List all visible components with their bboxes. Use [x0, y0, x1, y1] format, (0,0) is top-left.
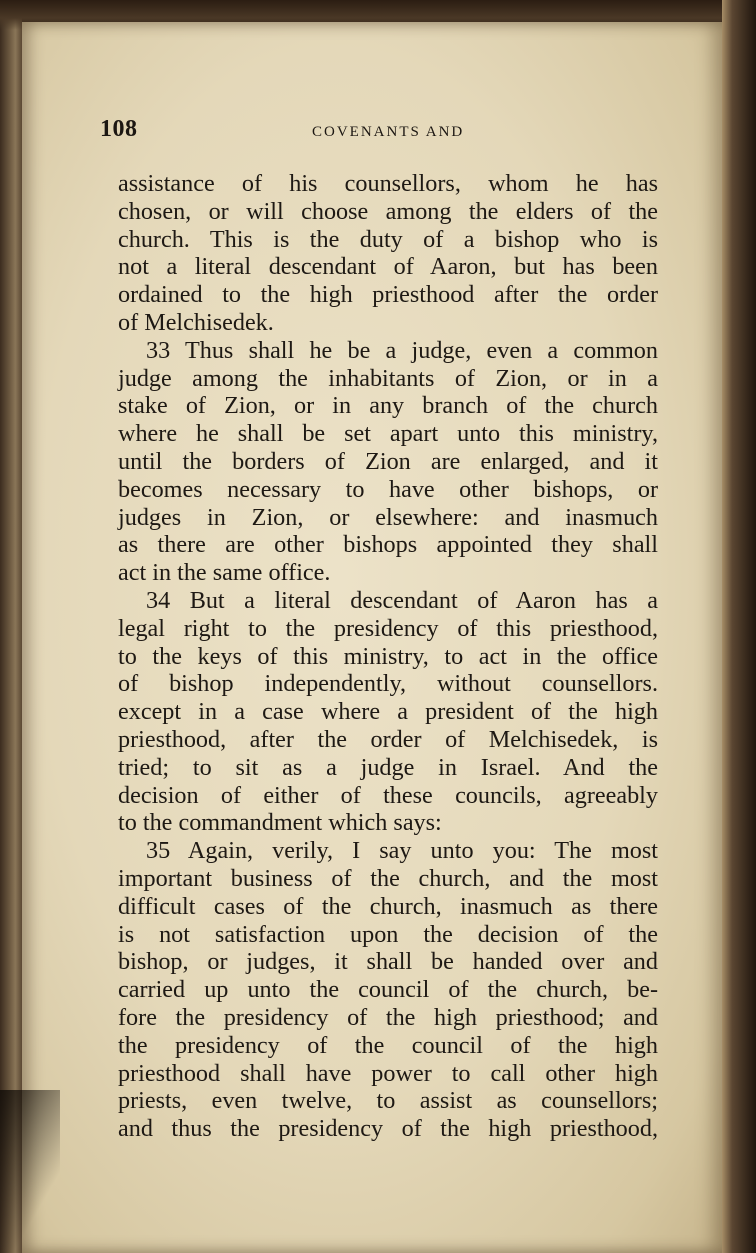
- text-line: is not satisfaction upon the decision of the: [118, 920, 658, 948]
- text-line: assistance of his counsellors, whom he has: [118, 170, 658, 197]
- text-line: bishop, or judges, it shall be handed over and: [118, 948, 658, 976]
- text-line: judges in Zion, or elsewhere: and inasmuch: [118, 503, 658, 531]
- verse-33-start: 33 Thus shall he be a judge, even a common: [146, 336, 658, 364]
- text-line: act in the same office.: [118, 559, 331, 587]
- text-line: as there are other bishops appointed they shall: [118, 531, 658, 559]
- page-shadow: [0, 1090, 60, 1253]
- text-line: stake of Zion, or in any branch of the church: [118, 392, 658, 420]
- text-line: priesthood, after the order of Melchisedek, is: [118, 725, 658, 753]
- text-line: not a literal descendant of Aaron, but has been: [118, 253, 658, 281]
- book-fore-edge: [722, 0, 756, 1253]
- text-line: where he shall be set apart unto this ministry,: [118, 420, 658, 448]
- text-line: until the borders of Zion are enlarged, and it: [118, 447, 658, 475]
- page-header: [100, 116, 660, 146]
- book-spine-edge: [0, 0, 22, 1253]
- text-line: of bishop independently, without counsellors.: [118, 670, 658, 698]
- text-line: becomes necessary to have other bishops, or: [118, 475, 658, 503]
- page-number: 108: [100, 116, 138, 142]
- text-line: the presidency of the council of the high: [118, 1031, 658, 1059]
- text-line: fore the presidency of the high priesthood; and: [118, 1003, 658, 1031]
- text-line: to the commandment which says:: [118, 809, 442, 837]
- text-line: of Melchisedek.: [118, 308, 274, 336]
- text-line: tried; to sit as a judge in Israel. And the: [118, 753, 658, 781]
- text-line: important business of the church, and the most: [118, 864, 658, 892]
- body-text: [118, 170, 658, 1143]
- text-line: carried up unto the council of the church, be-: [118, 976, 658, 1004]
- text-line: judge among the inhabitants of Zion, or in a: [118, 364, 658, 392]
- text-line: ordained to the high priesthood after the order: [118, 281, 658, 309]
- text-line: church. This is the duty of a bishop who is: [118, 225, 658, 253]
- text-line: and thus the presidency of the high priesthood,: [118, 1115, 658, 1143]
- text-line: priesthood shall have power to call other high: [118, 1059, 658, 1087]
- verse-34-start: 34 But a literal descendant of Aaron has a: [146, 586, 658, 614]
- text-line: decision of either of these councils, agreeably: [118, 781, 658, 809]
- text-line: difficult cases of the church, inasmuch as there: [118, 892, 658, 920]
- text-line: except in a case where a president of the high: [118, 698, 658, 726]
- verse-35-start: 35 Again, verily, I say unto you: The most: [146, 837, 658, 865]
- text-line: priests, even twelve, to assist as counsellors;: [118, 1087, 658, 1115]
- running-head: COVENANTS AND: [312, 124, 465, 140]
- text-line: to the keys of this ministry, to act in the office: [118, 642, 658, 670]
- text-line: chosen, or will choose among the elders of the: [118, 197, 658, 225]
- text-line: legal right to the presidency of this priesthood,: [118, 614, 658, 642]
